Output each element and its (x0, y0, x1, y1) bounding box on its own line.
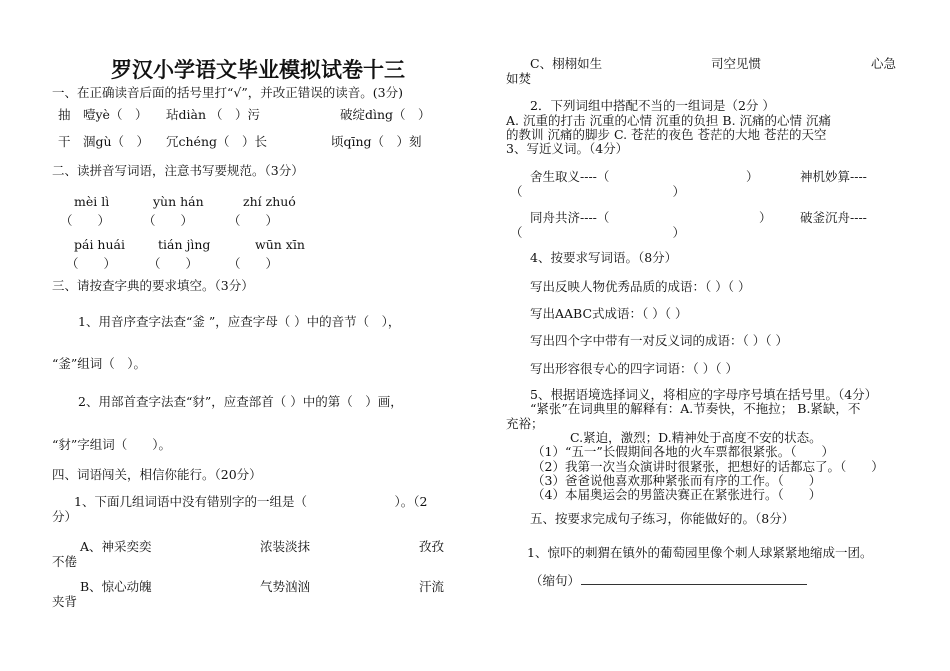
option-b-2: 气势汹汹 (260, 579, 311, 594)
pinyin-6: wūn xīn (255, 237, 305, 252)
s1-item-1: 抽 噎yè（ ） (58, 107, 148, 122)
s3-question-2: 2、用部首查字法查“豺”，应查部首（ ）中的第（ ）画， (78, 394, 403, 409)
s4-question-5-line-a: “紧张”在词典里的解释有：A.节奏快，不拖拉； B.紧缺，不 (530, 401, 861, 416)
s3-question-1: 1、用音序查字法查“釜 ”，应查字母（ ）中的音节（ ）， (78, 314, 401, 329)
s5-question-1: 1、惊吓的刺猬在镇外的葡萄园里像个刺人球紧紧地缩成一团。 (527, 545, 873, 560)
pinyin-2: yùn hán (153, 194, 204, 209)
section-2-heading: 二、读拼音写词语，注意书写要规范。（3分） (52, 163, 304, 178)
s1-item-3: 破绽dìng（ ） (340, 107, 431, 122)
answer-blank-2: （ ） (143, 213, 194, 228)
write-words-3: 写出四个字中带有一对反义词的成语：（ ）（ ） (530, 333, 788, 348)
pinyin-4: pái huái (74, 237, 125, 252)
option-b-cont: 夹背 (52, 594, 78, 609)
s4-question-5: 5、根据语境选择词义，将相应的字母序号填在括号里。（4分） (530, 387, 878, 402)
context-sentence-3: （3）爸爸说他喜欢那种紧张而有序的工作。（ ） (532, 473, 822, 488)
option-c-cont: 如焚 (506, 71, 532, 86)
s4-question-2-line-b: 的教训 沉痛的脚步 C. 苍茫的夜色 苍茫的大地 苍茫的天空 (506, 127, 827, 142)
write-words-1: 写出反映人物优秀品质的成语：（ ）（ ） (530, 279, 751, 294)
pinyin-3: zhí zhuó (243, 194, 296, 209)
s4-question-1-cont: 分） (52, 509, 78, 524)
synonym-4: 破釜沉舟---- (800, 210, 867, 225)
s1-item-2: 玷diàn （ ）污 (166, 107, 260, 122)
pinyin-5: tián jìng (158, 237, 211, 252)
section-5-heading: 五、按要求完成句子练习，你能做好的。（8分） (530, 511, 795, 526)
s4-question-1: 1、下面几组词语中没有错别字的一组是（ ）。（2 (74, 494, 428, 509)
section-3-heading: 三、请按查字典的要求填空。（3分） (52, 278, 254, 293)
s3-question-2-cont: “豺”字组词（ ）。 (52, 437, 172, 452)
synonym-4-blank: （ ） (510, 225, 686, 240)
option-a-3: 孜孜 (419, 539, 445, 554)
s1-item-5: 冗chéng（ ）长 (166, 134, 268, 149)
option-c-1: C、栩栩如生 (530, 56, 603, 71)
s4-question-5-line-c: C.紧迫，激烈；D.精神处于高度不安的状态。 (570, 430, 822, 445)
context-sentence-4: （4）本届奥运会的男篮决赛正在紧张进行。（ ） (532, 487, 822, 502)
write-words-4: 写出形容很专心的四字词语：（ ）（ ） (530, 361, 738, 376)
s1-item-4: 干 涸gù（ ） (58, 134, 150, 149)
option-c-2: 司空见惯 (711, 56, 762, 71)
synonym-3: 同舟共济----（ (530, 210, 610, 225)
synonym-2: 神机妙算---- (800, 169, 867, 184)
section-4-heading: 四、词语闯关，相信你能行。（20分） (52, 467, 262, 482)
option-b-1: B、惊心动魄 (80, 579, 152, 594)
answer-blank-6: （ ） (228, 256, 279, 271)
option-a-2: 浓装淡抹 (260, 539, 311, 554)
pinyin-1: mèi lì (74, 194, 110, 209)
s4-question-5-line-b: 充裕； (506, 416, 544, 431)
option-c-3: 心急 (871, 56, 897, 71)
section-1-heading: 一、在正确读音后面的括号里打“√”，并改正错误的读音。(3分) (52, 85, 403, 100)
synonym-2-blank: （ ） (510, 184, 686, 199)
answer-blank-3: （ ） (228, 213, 279, 228)
s1-item-6: 顷qīng（ ）刻 (331, 134, 422, 149)
context-sentence-2: （2）我第一次当众演讲时很紧张，把想好的话都忘了。（ ） (532, 459, 884, 474)
option-a-1: A、神采奕奕 (80, 539, 152, 554)
s3-question-1-cont: “釜”组词（ ）。 (52, 356, 147, 371)
synonym-1: 舍生取义----（ (530, 169, 610, 184)
answer-blank-1: （ ） (60, 213, 111, 228)
page-title: 罗汉小学语文毕业模拟试卷十三 (111, 58, 405, 82)
synonym-1-close: ） (746, 169, 759, 184)
answer-line (581, 584, 807, 585)
answer-blank-5: （ ） (148, 256, 199, 271)
option-a-cont: 不倦 (52, 554, 78, 569)
s4-question-3: 3、写近义词。（4分） (506, 141, 629, 156)
context-sentence-1: （1）“五一”长假期间各地的火车票都很紧张。（ ） (532, 444, 834, 459)
option-b-3: 汗流 (419, 579, 445, 594)
s4-question-2-line-a: A. 沉重的打击 沉重的心情 沉重的负担 B. 沉痛的心情 沉痛 (506, 113, 832, 128)
synonym-3-close: ） (759, 210, 772, 225)
answer-blank-4: （ ） (66, 256, 117, 271)
s4-question-4: 4、按要求写词语。（8分） (530, 250, 678, 265)
s4-question-2: 2．下列词组中搭配不当的一组词是（2分 ） (530, 98, 775, 113)
write-words-2: 写出AABC式成语：（ ）（ ） (530, 306, 688, 321)
s5-question-1-label: （缩句） (530, 573, 581, 588)
